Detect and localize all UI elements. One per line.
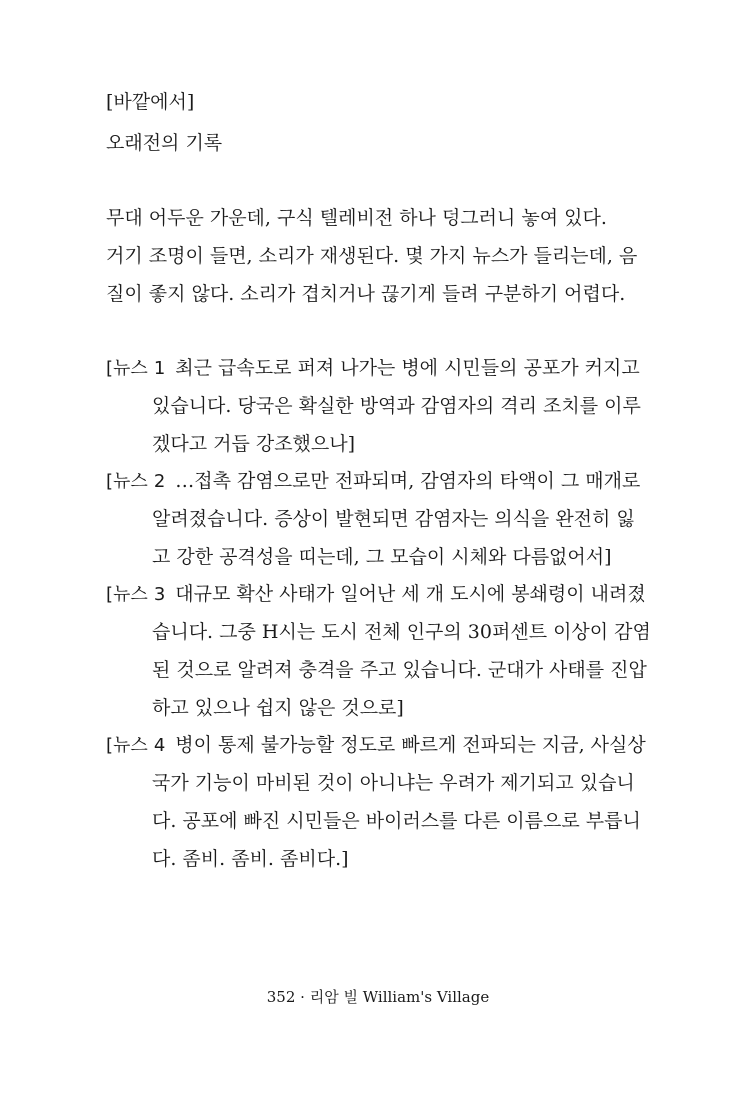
page-number: 352 bbox=[266, 988, 296, 1006]
news-label: [뉴스 bbox=[106, 735, 148, 756]
news-number: 2 bbox=[153, 471, 166, 492]
description-line: 거기 조명이 들면, 소리가 재생된다. 몇 가지 뉴스가 들리는데, 음 bbox=[106, 245, 638, 267]
news-line: 하고 있으나 쉽지 않은 것으로] bbox=[152, 697, 404, 719]
news-label: [뉴스 bbox=[106, 584, 148, 605]
book-title: 리암 빌 William's Village bbox=[309, 988, 490, 1006]
description-line: 질이 좋지 않다. 소리가 겹치거나 끊기게 들려 구분하기 어렵다. bbox=[106, 283, 626, 305]
news-line: 국가 기능이 마비된 것이 아니냐는 우려가 제기되고 있습니 bbox=[152, 772, 635, 794]
news-number: 3 bbox=[153, 584, 166, 605]
scene-title: 오래전의 기록 bbox=[106, 132, 223, 154]
footer-separator: · bbox=[300, 988, 305, 1006]
description-line: 무대 어두운 가운데, 구식 텔레비전 하나 덩그러니 놓여 있다. bbox=[106, 207, 607, 229]
news-number: 1 bbox=[153, 358, 166, 379]
news-line: 병이 통제 불가능할 정도로 빠르게 전파되는 지금, 사실상 bbox=[175, 734, 646, 756]
news-line: 대규모 확산 사태가 일어난 세 개 도시에 봉쇄령이 내려졌 bbox=[175, 583, 646, 605]
news-line: 최근 급속도로 퍼져 나가는 병에 시민들의 공포가 커지고 bbox=[175, 357, 640, 379]
news-line: 알려졌습니다. 증상이 발현되면 감염자는 의식을 완전히 잃 bbox=[152, 508, 635, 530]
page-footer bbox=[0, 985, 756, 1009]
news-line: 된 것으로 알려져 충격을 주고 있습니다. 군대가 사태를 진압 bbox=[152, 659, 647, 681]
news-line: …접촉 감염으로만 전파되며, 감염자의 타액이 그 매개로 bbox=[175, 470, 641, 492]
scene-header: [바깥에서] bbox=[106, 91, 195, 113]
news-number: 4 bbox=[153, 735, 166, 756]
news-line: 다. 좀비. 좀비. 좀비다.] bbox=[152, 848, 349, 870]
news-line: 습니다. 그중 H시는 도시 전체 인구의 30퍼센트 이상이 감염 bbox=[152, 621, 651, 643]
news-label: [뉴스 bbox=[106, 358, 148, 379]
news-line: 다. 공포에 빠진 시민들은 바이러스를 다른 이름으로 부릅니 bbox=[152, 810, 641, 832]
news-line: 있습니다. 당국은 확실한 방역과 감염자의 격리 조치를 이루 bbox=[152, 395, 641, 417]
news-line: 겠다고 거듭 강조했으나] bbox=[152, 433, 356, 455]
news-line: 고 강한 공격성을 띠는데, 그 모습이 시체와 다름없어서] bbox=[152, 546, 612, 568]
news-label: [뉴스 bbox=[106, 471, 148, 492]
